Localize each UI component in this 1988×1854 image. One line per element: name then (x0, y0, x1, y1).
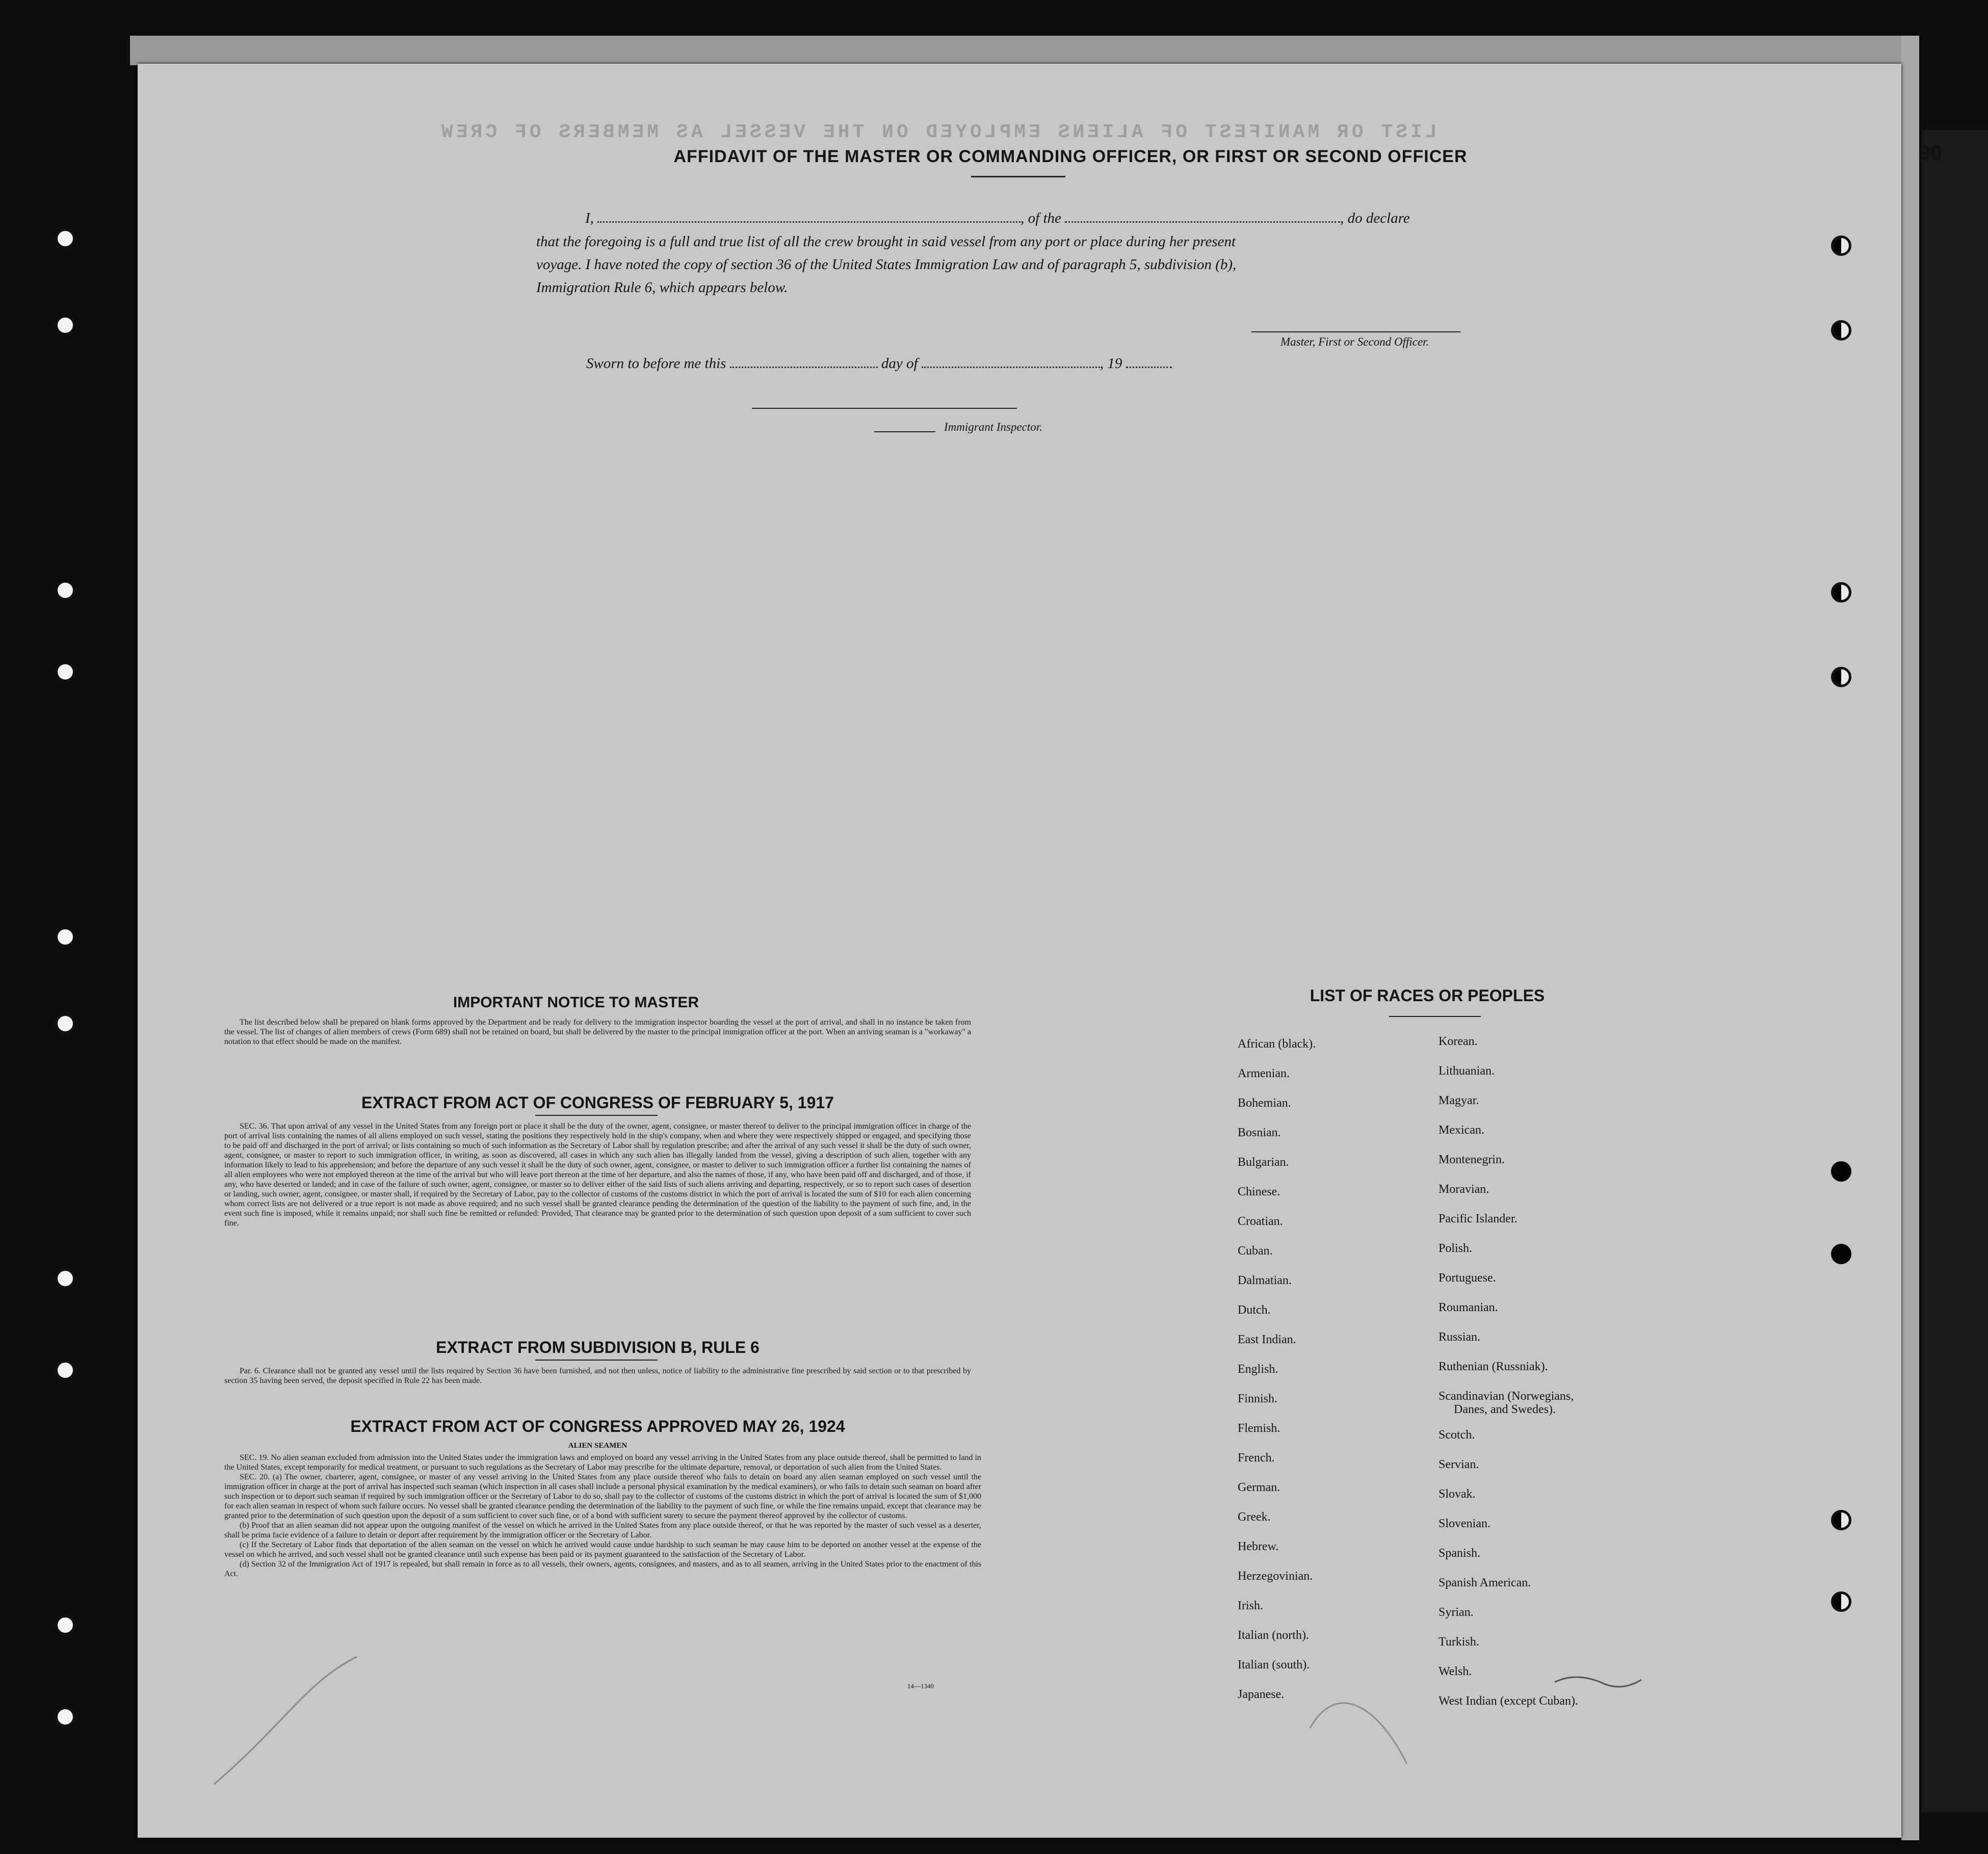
race-item: Welsh. (1438, 1665, 1472, 1678)
race-item: Bohemian. (1238, 1096, 1291, 1110)
day-of-text: day of (881, 355, 918, 372)
race-item: Bosnian. (1238, 1126, 1281, 1139)
form-code: 14—1340 (907, 1682, 934, 1690)
year-prefix: , 19 (1100, 355, 1122, 372)
race-item: Spanish. (1438, 1547, 1481, 1560)
affidavit-title: AFFIDAVIT OF THE MASTER OR COMMANDING OFFICER, OR FIRST OR SECOND OFFICER (673, 147, 1468, 166)
race-item: Dutch. (1238, 1303, 1271, 1317)
affidavit-line-3: voyage. I have noted the copy of section 36 of the United States Immigration Law and of paragraph 5, subdivision (b), (536, 256, 1237, 273)
page-right-edge (1901, 36, 1919, 1840)
sworn-line (586, 355, 1172, 372)
binder-hole (55, 1013, 75, 1034)
page-top-edge (130, 36, 1904, 65)
race-item: Irish. (1238, 1599, 1263, 1612)
sec-19-paragraph: SEC. 19. No alien seaman excluded from admission into the United States under the immigration laws and employed on board any vessel arriving in the United States from any place outside thereof, shall be permitted to land in the United States, except temporarily for medical treatment, or pursuant to such regulations as the Secretary of Labor may prescribe for the ultimate departure, removal, or deportation of such alien from the United States. (224, 1453, 981, 1472)
sec-20b-paragraph: (b) Proof that an alien seaman did not appear upon the outgoing manifest of the vessel on which he arrived in the United States from any place outside thereof, or that he was reported by the master of such vessel as a deserter, shall be prima facie evidence of a failure to detain or deport after requirement by the immigration officer or the Secretary of Labor. (224, 1521, 981, 1539)
extract-1917-underline (535, 1115, 658, 1116)
race-item: Montenegrin. (1438, 1153, 1505, 1166)
race-item: Finnish. (1238, 1392, 1278, 1405)
race-item: Magyar. (1438, 1094, 1479, 1107)
race-item: Pacific Islander. (1438, 1212, 1518, 1225)
rule-6-title: EXTRACT FROM SUBDIVISION B, RULE 6 (436, 1338, 760, 1356)
binder-hole (1831, 1161, 1851, 1182)
binder-hole (55, 1707, 75, 1727)
race-item: Lithuanian. (1438, 1064, 1495, 1078)
race-item: East Indian. (1238, 1333, 1296, 1346)
binder-hole (1831, 582, 1851, 603)
binder-hole (1831, 1591, 1851, 1612)
page-number: 90 (1919, 142, 1942, 164)
race-item: Greek. (1238, 1510, 1271, 1524)
race-item: Mexican. (1438, 1124, 1484, 1137)
race-item: Scotch. (1438, 1428, 1475, 1442)
extract-1924-title: EXTRACT FROM ACT OF CONGRESS APPROVED MAY 26, 1924 (350, 1417, 845, 1435)
race-item: Bulgarian. (1238, 1156, 1289, 1169)
races-underline (1389, 1016, 1481, 1017)
binder-hole (55, 580, 75, 600)
extract-1917-title: EXTRACT FROM ACT OF CONGRESS OF FEBRUARY 5, 1917 (361, 1093, 834, 1112)
binder-hole (55, 1360, 75, 1380)
race-item: African (black). (1238, 1037, 1316, 1051)
race-item: West Indian (except Cuban). (1438, 1694, 1578, 1708)
sec-20d-paragraph: (d) Section 32 of the Immigration Act of 1917 is repealed, but shall remain in force as to all vessels, their owners, agents, consignees, and masters, and as to all seamen, arriving in the United States prior to the enactment of this Act. (224, 1560, 981, 1578)
binder-hole (55, 1615, 75, 1635)
race-item: Servian. (1438, 1458, 1479, 1471)
inspector-signature-stub (874, 431, 935, 432)
of-the-text: , of the (1021, 210, 1061, 226)
title-underline (971, 176, 1065, 177)
race-item: Roumanian. (1438, 1301, 1498, 1314)
rule-6-text (224, 1366, 971, 1386)
binder-hole (1831, 320, 1851, 341)
par-6-paragraph: Par. 6. Clearance shall not be granted any vessel until the lists required by Section 36 have been furnished, and not then unless, notice of liability to the administrative fine prescribed by said section or to that prescribed by section 35 having been served, the deposit specified in Rule 22 has been made. (224, 1367, 971, 1385)
race-item: Chinese. (1238, 1185, 1280, 1198)
notice-title: IMPORTANT NOTICE TO MASTER (453, 994, 699, 1011)
race-item: Slovenian. (1438, 1517, 1490, 1530)
name-blank[interactable] (597, 211, 1021, 223)
binder-hole (1831, 236, 1851, 256)
extract-1917-text (224, 1121, 971, 1228)
races-title: LIST OF RACES OR PEOPLES (1310, 986, 1545, 1005)
inspector-label: Immigrant Inspector. (944, 421, 1042, 433)
notice-paragraph: The list described below shall be prepared on blank forms approved by the Department and be ready for delivery to the immigration inspector boarding the vessel at the port of arrival, and shall in no instance be taken from the vessel. The list of changes of alien members of crews (Form 689) shall not be retained on board, but shall be delivered by the master to the principal immigration officer at the port. When an arriving seaman is a "workaway" a notation to that effect should be made on the manifest. (224, 1018, 971, 1046)
inspector-signature-line (752, 408, 1017, 409)
sworn-month-blank[interactable] (922, 356, 1100, 368)
race-item: German. (1238, 1481, 1280, 1494)
binder-hole (55, 927, 75, 947)
race-item: Syrian. (1438, 1606, 1474, 1619)
affidavit-line-2: that the foregoing is a full and true list of all the crew brought in said vessel from any port or place during her present (536, 233, 1236, 250)
sworn-day-blank[interactable] (730, 356, 878, 368)
master-signature-label: Master, First or Second Officer. (1280, 335, 1429, 348)
race-item: Slovak. (1438, 1487, 1476, 1501)
declarant-prefix: I, (585, 210, 594, 226)
vessel-blank[interactable] (1065, 211, 1340, 223)
sworn-year-blank[interactable] (1126, 356, 1172, 368)
binder-hole (1831, 1510, 1851, 1530)
extract-1924-text (224, 1453, 981, 1579)
race-item: English. (1238, 1363, 1278, 1376)
bleed-through-header: LIST OR MANIFEST OF ALIENS EMPLOYED ON THE VESSEL AS MEMBERS OF CREW (438, 121, 1437, 143)
race-item: Spanish American. (1438, 1576, 1531, 1589)
race-item: Croatian. (1238, 1215, 1283, 1228)
race-item: Italian (north). (1238, 1629, 1309, 1642)
binder-hole (1831, 667, 1851, 687)
rule-6-underline (535, 1360, 658, 1361)
affidavit-line-4: Immigration Rule 6, which appears below. (536, 279, 788, 296)
race-item: Turkish. (1438, 1635, 1479, 1649)
binder-hole (55, 228, 75, 249)
binder-hole (55, 1268, 75, 1289)
facing-page-shadow (1922, 130, 1988, 1812)
race-item: Flemish. (1238, 1422, 1280, 1435)
binder-hole (1831, 1244, 1851, 1264)
master-signature-line (1251, 331, 1460, 332)
race-item: Portuguese. (1438, 1271, 1496, 1285)
affidavit-line-1 (585, 210, 1410, 227)
race-item: Polish. (1438, 1242, 1473, 1255)
sec-36-paragraph: SEC. 36. That upon arrival of any vessel in the United States from any foreign port or place it shall be the duty of the owner, agent, consignee, or master thereof to deliver to the principal immigration officer in charge of the port of arrival lists containing the names of all aliens employed on such vessel, stating the positions they respectively hold in the ship's company, when and where they were respectively shipped or engaged, and specifying those to be paid off and discharged in the port of arrival; or lists containing so much of such information as the Secretary of Labor shall by regulation prescribe; and after the arrival of any such vessel it shall be the duty of such owner, agent, consignee, or master to report to such immigration officer, in writing, as soon as discovered, all cases in which any such alien has illegally landed from the vessel, giving a description of such alien, together with any information likely to lead to his apprehension; and before the departure of any such vessel it shall be the duty of such owner, agent, consignee, or master to deliver to such immigration officer a further list containing the names of all alien employees who were not employed thereon at the time of the arrival but who will leave port thereon at the time of her departure, and also the names of those, if any, who have been paid off and discharged, and of those, if any, who have deserted or landed; and in case of the failure of such owner, agent, consignee, or master so to deliver either of the said lists of such aliens arriving and departing, respectively, or so to report such cases of desertion or landing, such owner, agent, consignee, or master shall, if required by the Secretary of Labor, pay to the collector of customs of the customs district in which the port of arrival is located the sum of $10 for each alien concerning whom correct lists are not delivered or a true report is not made as above required; and no such vessel shall be granted clearance pending the determination of the question of the liability to the payment of such fine, and, in the event such fine is imposed, while it remains unpaid; nor shall such fine be remitted or refunded: Provided, That clearance may be granted prior to the determination of such question upon deposit of a sum sufficient to cover such fine. (224, 1122, 971, 1228)
race-item: Moravian. (1438, 1183, 1489, 1196)
race-item: Scandinavian (Norwegians, (1438, 1390, 1574, 1403)
race-item: Cuban. (1238, 1244, 1273, 1258)
race-item: Russian. (1438, 1330, 1481, 1344)
binder-hole (55, 315, 75, 335)
sworn-text: Sworn to before me this (586, 355, 726, 372)
race-item: Hebrew. (1238, 1540, 1279, 1553)
race-item: Japanese. (1238, 1688, 1285, 1701)
sec-20c-paragraph: (c) If the Secretary of Labor finds that deportation of the alien seaman on the vessel on which he arrived would cause undue hardship to such seaman he may cause him to be deported on another vessel at the expense of the vessel on which he arrived, and such vessel shall not be granted clearance until such expense has been paid or its payment guaranteed to the satisfaction of the Secretary of Labor. (224, 1540, 981, 1559)
race-item: Armenian. (1238, 1067, 1290, 1080)
races-right-column (1438, 1035, 1578, 1724)
races-left-column (1238, 1037, 1316, 1717)
race-item: Danes, and Swedes). (1454, 1403, 1556, 1416)
race-item: Herzegovinian. (1238, 1570, 1313, 1583)
race-item: Ruthenian (Russniak). (1438, 1360, 1548, 1373)
sec-20a-paragraph: SEC. 20. (a) The owner, charterer, agent, consignee, or master of any vessel arriving in the United States from any place outside thereof who fails to detain on board any alien seaman employed on such vessel until the immigration officer in charge at the port of arrival has inspected such seaman (which inspection in all cases shall include a personal physical examination by the medical examiners), or who fails to detain such seaman on board after such inspection or to deport such seaman if required by such immigration officer or the Secretary of Labor to do so, shall pay to the collector of customs of the customs district in which the port of arrival is located the sum of $1,000 for each alien seaman in respect of whom such failure occurs. No vessel shall be granted clearance pending the determination of the liability to the payment of such fine, or while the fine remains unpaid, except that clearance may be granted prior to the determination of such question upon the deposit of a sum sufficient to cover such fine, or of a bond with sufficient surety to secure the payment thereof approved by the collector of customs. (224, 1473, 981, 1520)
race-item: Italian (south). (1238, 1658, 1310, 1672)
alien-seamen-subtitle: ALIEN SEAMEN (568, 1442, 627, 1450)
race-item: French. (1238, 1451, 1275, 1465)
race-item: Korean. (1438, 1035, 1478, 1048)
declare-text: , do declare (1340, 210, 1410, 226)
race-item: Dalmatian. (1238, 1274, 1292, 1287)
notice-text (224, 1017, 971, 1047)
binder-hole (55, 662, 75, 682)
